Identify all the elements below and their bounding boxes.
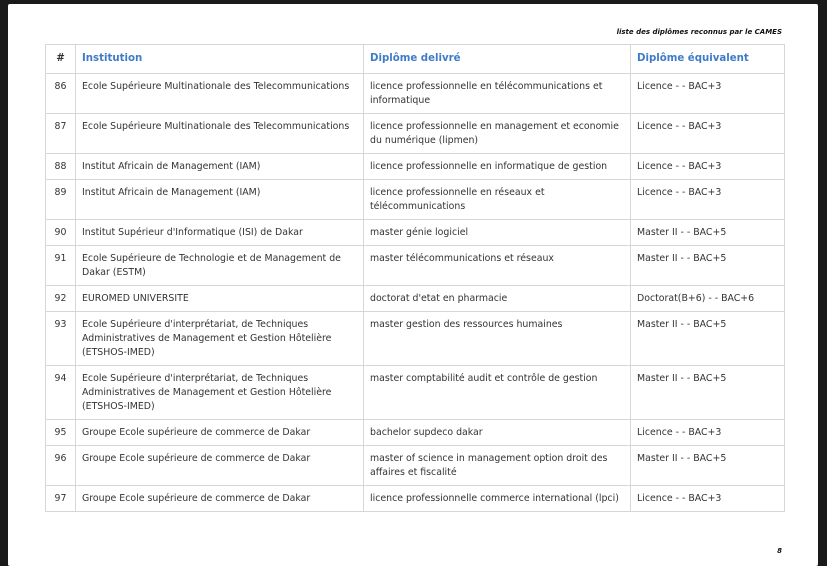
diploma-cell: master télécommunications et réseaux <box>364 246 631 286</box>
institution-cell: Institut Africain de Management (IAM) <box>76 154 364 180</box>
header-note: liste des diplômes reconnus par le CAMES <box>616 28 782 36</box>
row-number: 90 <box>46 220 76 246</box>
table-row <box>46 74 785 114</box>
row-number: 87 <box>46 114 76 154</box>
row-number: 94 <box>46 366 76 420</box>
diploma-cell: master comptabilité audit et contrôle de gestion <box>364 366 631 420</box>
diploma-cell: licence professionnelle en réseaux et télécommunications <box>364 180 631 220</box>
table-row <box>46 154 785 180</box>
diploma-cell: master of science in management option droit des affaires et fiscalité <box>364 446 631 486</box>
row-number: 92 <box>46 286 76 312</box>
diploma-cell: licence professionnelle commerce international (lpci) <box>364 486 631 512</box>
table-row <box>46 246 785 286</box>
equivalent-cell: Licence - - BAC+3 <box>631 420 785 446</box>
diplomas-table <box>45 44 785 512</box>
equivalent-cell: Master II - - BAC+5 <box>631 312 785 366</box>
table-header-row <box>46 45 785 74</box>
column-header-institution: Institution <box>76 45 364 74</box>
equivalent-cell: Doctorat(B+6) - - BAC+6 <box>631 286 785 312</box>
equivalent-cell: Master II - - BAC+5 <box>631 220 785 246</box>
equivalent-cell: Licence - - BAC+3 <box>631 114 785 154</box>
equivalent-cell: Master II - - BAC+5 <box>631 246 785 286</box>
diploma-cell: licence professionnelle en management et economie du numérique (lipmen) <box>364 114 631 154</box>
row-number: 93 <box>46 312 76 366</box>
column-header-equivalent: Diplôme équivalent <box>631 45 785 74</box>
table-row <box>46 114 785 154</box>
table-row <box>46 446 785 486</box>
table-row <box>46 312 785 366</box>
equivalent-cell: Licence - - BAC+3 <box>631 486 785 512</box>
diploma-cell: licence professionnelle en télécommunications et informatique <box>364 74 631 114</box>
equivalent-cell: Licence - - BAC+3 <box>631 180 785 220</box>
row-number: 96 <box>46 446 76 486</box>
table-row <box>46 220 785 246</box>
table-row <box>46 180 785 220</box>
institution-cell: EUROMED UNIVERSITE <box>76 286 364 312</box>
diploma-cell: master génie logiciel <box>364 220 631 246</box>
institution-cell: Groupe Ecole supérieure de commerce de Dakar <box>76 446 364 486</box>
page-number: 8 <box>777 547 782 555</box>
table-row <box>46 486 785 512</box>
diploma-cell: doctorat d'etat en pharmacie <box>364 286 631 312</box>
document-page <box>8 4 818 566</box>
table-row <box>46 286 785 312</box>
institution-cell: Institut Africain de Management (IAM) <box>76 180 364 220</box>
equivalent-cell: Licence - - BAC+3 <box>631 154 785 180</box>
equivalent-cell: Licence - - BAC+3 <box>631 74 785 114</box>
institution-cell: Ecole Supérieure d'interprétariat, de Techniques Administratives de Management et Gestion Hôtelière (ETSHOS-IMED) <box>76 312 364 366</box>
institution-cell: Groupe Ecole supérieure de commerce de Dakar <box>76 486 364 512</box>
diploma-cell: licence professionnelle en informatique de gestion <box>364 154 631 180</box>
row-number: 97 <box>46 486 76 512</box>
row-number: 91 <box>46 246 76 286</box>
column-header-diploma: Diplôme delivré <box>364 45 631 74</box>
equivalent-cell: Master II - - BAC+5 <box>631 446 785 486</box>
institution-cell: Groupe Ecole supérieure de commerce de Dakar <box>76 420 364 446</box>
diploma-cell: master gestion des ressources humaines <box>364 312 631 366</box>
row-number: 88 <box>46 154 76 180</box>
institution-cell: Institut Supérieur d'Informatique (ISI) de Dakar <box>76 220 364 246</box>
diploma-cell: bachelor supdeco dakar <box>364 420 631 446</box>
equivalent-cell: Master II - - BAC+5 <box>631 366 785 420</box>
institution-cell: Ecole Supérieure de Technologie et de Management de Dakar (ESTM) <box>76 246 364 286</box>
institution-cell: Ecole Supérieure d'interprétariat, de Techniques Administratives de Management et Gestion Hôtelière (ETSHOS-IMED) <box>76 366 364 420</box>
row-number: 89 <box>46 180 76 220</box>
institution-cell: Ecole Supérieure Multinationale des Telecommunications <box>76 74 364 114</box>
row-number: 86 <box>46 74 76 114</box>
table-row <box>46 420 785 446</box>
column-header-number: # <box>46 45 76 74</box>
institution-cell: Ecole Supérieure Multinationale des Telecommunications <box>76 114 364 154</box>
row-number: 95 <box>46 420 76 446</box>
table-row <box>46 366 785 420</box>
